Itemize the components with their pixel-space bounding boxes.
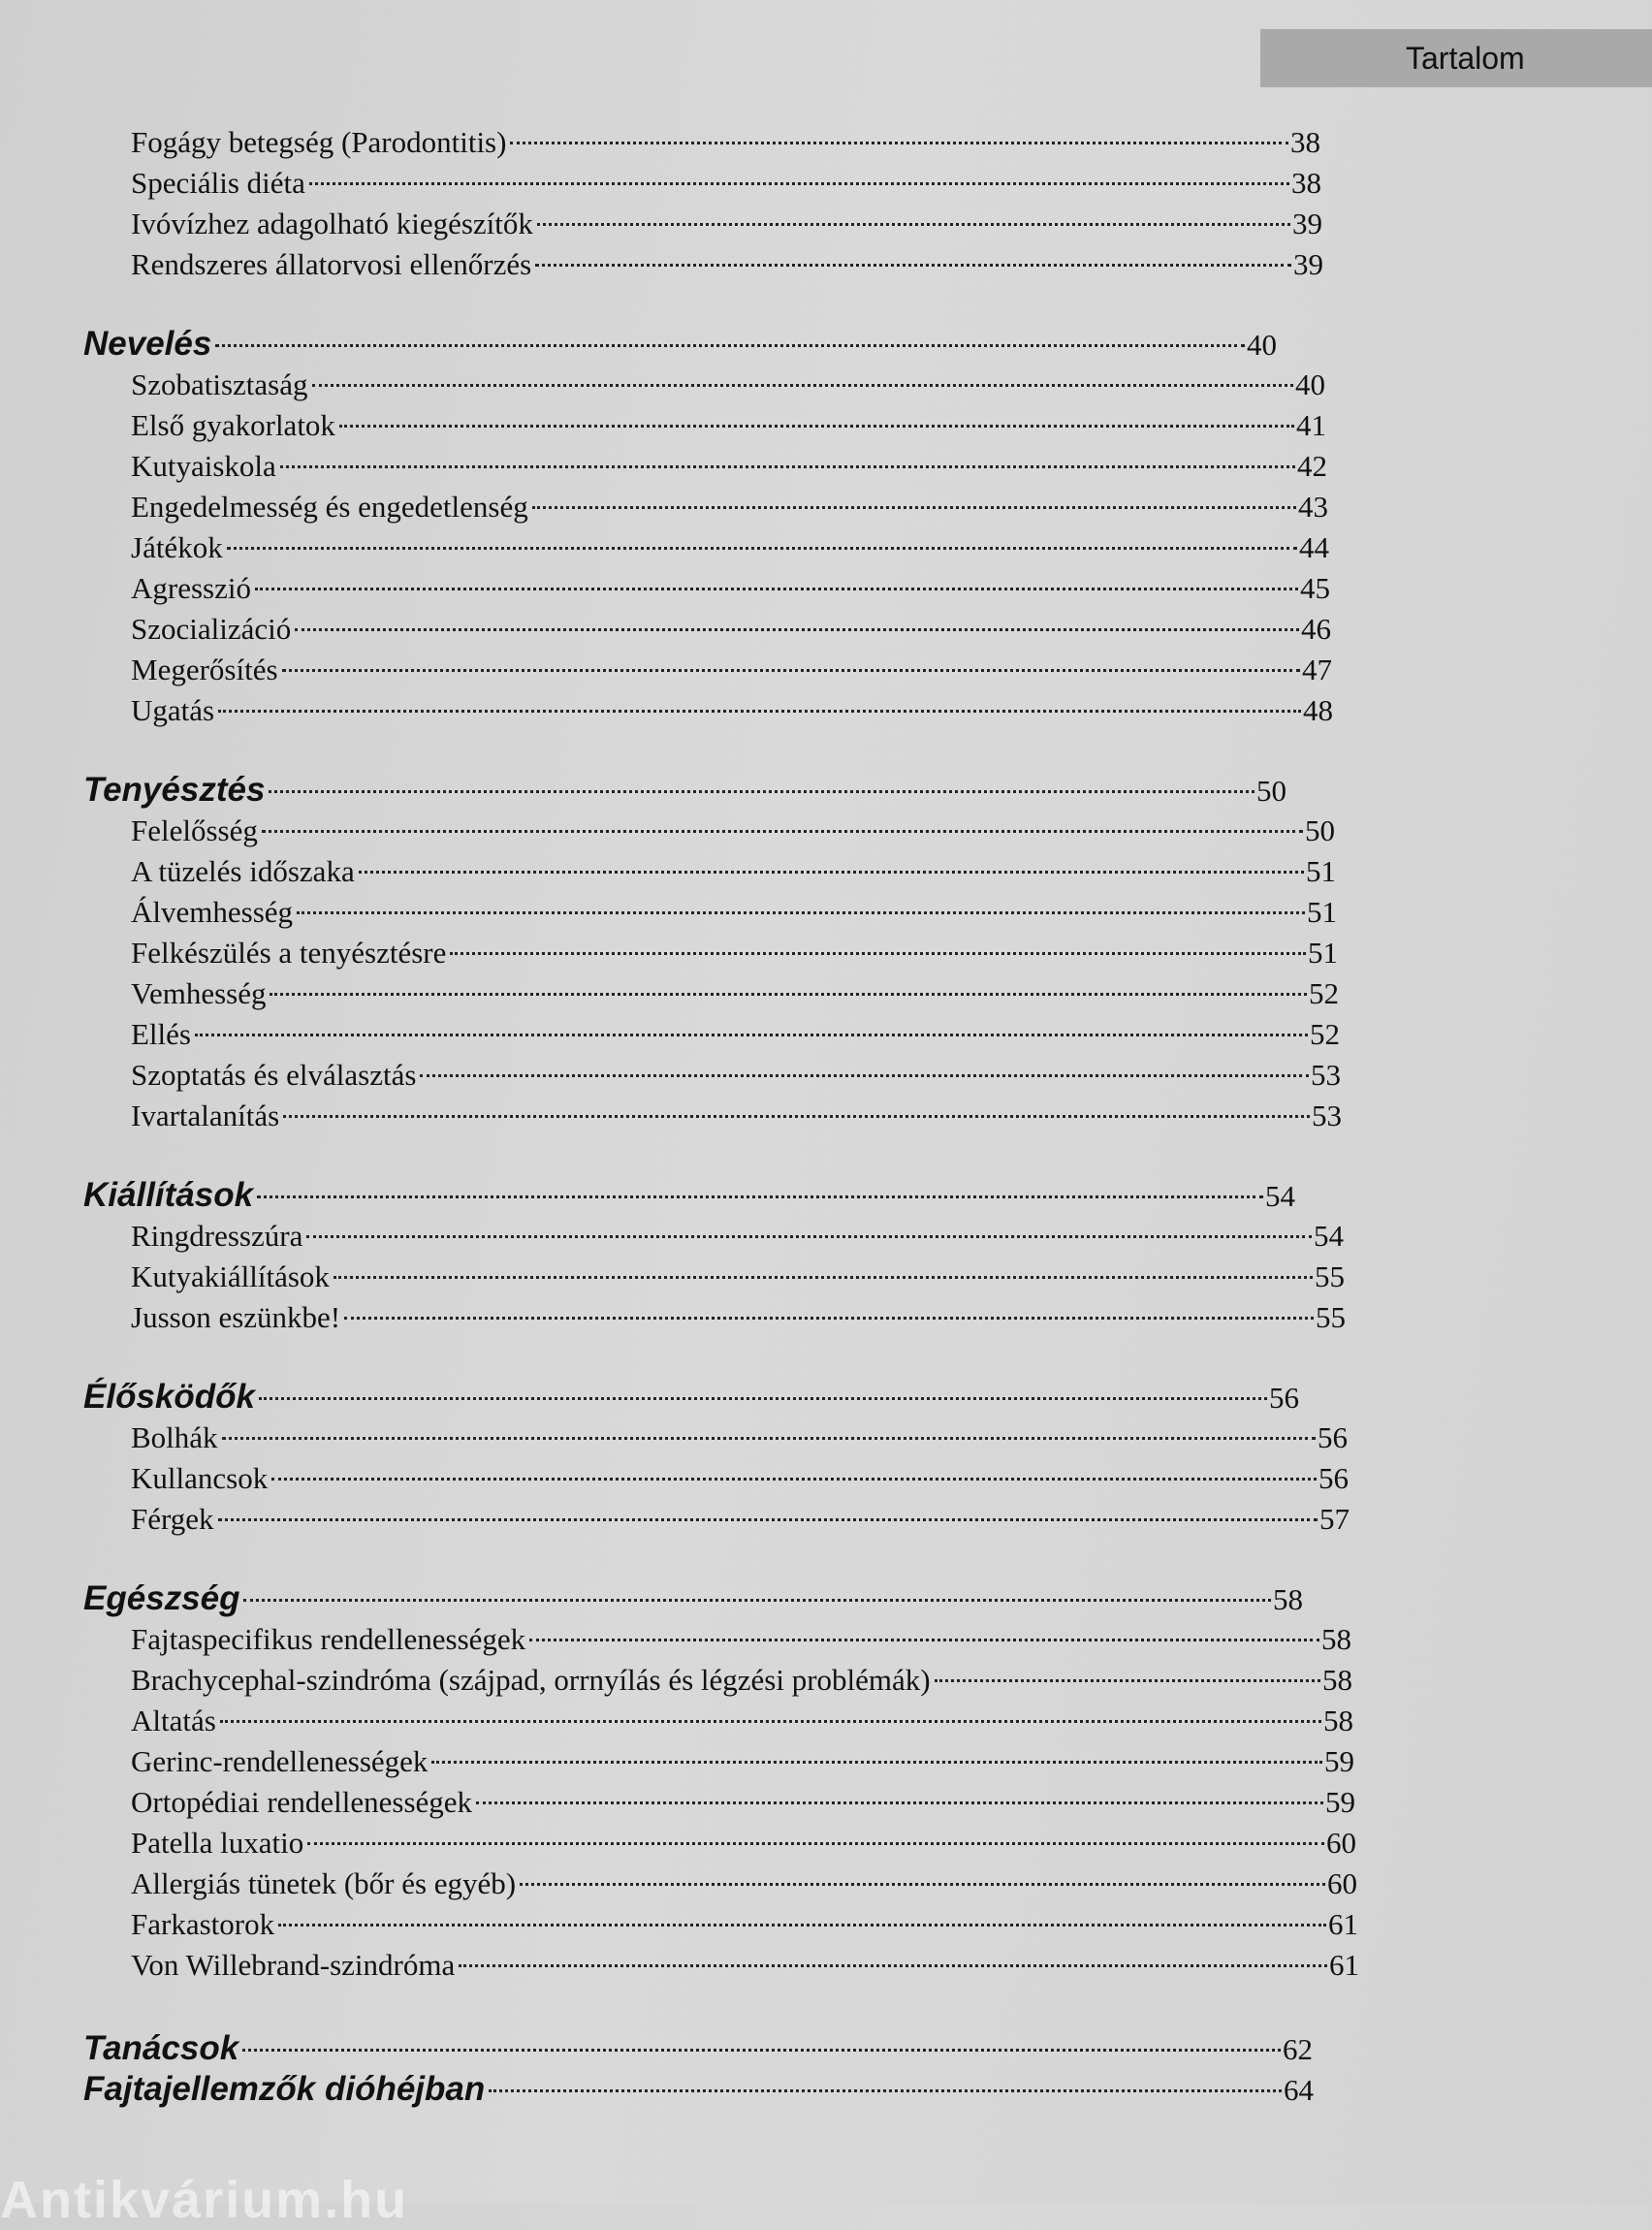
page-number: 38 — [1291, 166, 1321, 200]
toc-entry[interactable]: Szocializáció 46 — [0, 609, 1348, 650]
page-number: 51 — [1307, 895, 1337, 929]
leader-dots — [420, 1074, 1309, 1077]
page-number: 54 — [1265, 1179, 1295, 1213]
leader-dots — [297, 911, 1305, 914]
toc-entry[interactable]: Altatás 58 — [0, 1701, 1370, 1741]
toc-entry[interactable]: Ivartalanítás 53 — [0, 1096, 1358, 1136]
toc-entry[interactable]: Fajtaspecifikus rendellenességek 58 — [0, 1619, 1368, 1660]
toc-entry[interactable]: Bolhák 56 — [0, 1418, 1364, 1458]
page-number: 58 — [1323, 1704, 1353, 1737]
toc-entry[interactable]: Gerinc-rendellenességek 59 — [0, 1741, 1371, 1782]
toc-chapter-heading[interactable]: Élősködők 56 — [0, 1377, 1316, 1418]
toc-entry[interactable]: Ringdresszúra 54 — [0, 1216, 1360, 1257]
toc-entry[interactable]: Farkastorok 61 — [0, 1904, 1375, 1945]
leader-dots — [220, 1720, 1321, 1723]
toc-entry[interactable]: Felelősség 50 — [0, 811, 1351, 851]
toc-entry[interactable]: Jusson eszünkbe! 55 — [0, 1297, 1362, 1338]
page-number: 59 — [1325, 1785, 1355, 1819]
page-number: 60 — [1326, 1826, 1356, 1860]
page-number: 50 — [1256, 774, 1287, 808]
page-number: 51 — [1306, 854, 1336, 888]
chapter-header-title: Tartalom — [1406, 41, 1525, 76]
leader-dots — [222, 1437, 1316, 1440]
toc-entry[interactable]: Kutyakiállítások 55 — [0, 1257, 1361, 1297]
page-number: 46 — [1301, 612, 1331, 646]
toc-entry[interactable]: Ortopédiai rendellenességek 59 — [0, 1782, 1372, 1823]
toc-chapter-heading[interactable]: Egészség 58 — [0, 1578, 1319, 1619]
chapter-header-tab — [1260, 29, 1652, 87]
leader-dots — [312, 384, 1293, 387]
watermark-text: Antikvárium.hu — [0, 2171, 409, 2229]
leader-dots — [259, 1397, 1267, 1400]
page-number: 38 — [1290, 125, 1320, 159]
toc-entry[interactable]: Ellés 52 — [0, 1014, 1356, 1055]
leader-dots — [255, 588, 1298, 590]
leader-dots — [227, 547, 1297, 550]
page-number: 41 — [1296, 408, 1326, 442]
toc-entry[interactable]: Első gyakorlatok 41 — [0, 405, 1343, 446]
page-number: 45 — [1300, 571, 1330, 605]
leader-dots — [431, 1761, 1322, 1764]
leader-dots — [262, 830, 1303, 833]
toc-section-egeszseg — [0, 1578, 1652, 1986]
page-number: 44 — [1299, 530, 1329, 564]
toc-entry[interactable]: Felkészülés a tenyésztésre 51 — [0, 933, 1354, 973]
toc-entry[interactable]: Vemhesség 52 — [0, 973, 1355, 1014]
toc-entry[interactable]: Rendszeres állatorvosi ellenőrzés 39 — [0, 244, 1340, 285]
page-number: 56 — [1269, 1381, 1299, 1415]
leader-dots — [283, 1115, 1310, 1118]
leader-dots — [339, 425, 1294, 428]
toc-section-neveles — [0, 324, 1652, 731]
leader-dots — [935, 1679, 1320, 1682]
toc-entry[interactable]: Megerősítés 47 — [0, 650, 1349, 690]
leader-dots — [218, 1518, 1318, 1521]
leader-dots — [269, 790, 1255, 793]
leader-dots — [282, 669, 1300, 672]
page-number: 59 — [1324, 1744, 1354, 1778]
page-number: 53 — [1312, 1099, 1342, 1132]
toc-section-tanacsok — [0, 2028, 1652, 2069]
page-number: 40 — [1247, 328, 1277, 362]
page-number: 57 — [1319, 1502, 1350, 1536]
leader-dots — [307, 1842, 1324, 1845]
toc-entry[interactable]: Szoptatás és elválasztás 53 — [0, 1055, 1357, 1096]
leader-dots — [489, 2089, 1282, 2092]
toc-entry[interactable]: Ugatás 48 — [0, 690, 1350, 731]
page-number: 56 — [1318, 1461, 1349, 1495]
leader-dots — [280, 465, 1295, 468]
toc-section-fajtajellemzok — [0, 2069, 1652, 2110]
leader-dots — [459, 1964, 1327, 1967]
leader-dots — [306, 1235, 1312, 1238]
leader-dots — [309, 182, 1289, 185]
leader-dots — [476, 1801, 1323, 1804]
page-number: 40 — [1295, 367, 1325, 401]
leader-dots — [344, 1317, 1314, 1320]
toc-entry[interactable]: Játékok 44 — [0, 527, 1346, 568]
page-number: 39 — [1292, 207, 1322, 240]
leader-dots — [334, 1276, 1313, 1279]
page-number: 54 — [1314, 1219, 1344, 1253]
page-number: 58 — [1322, 1663, 1352, 1697]
toc-section-continued — [0, 122, 1652, 285]
toc-chapter-heading[interactable]: Kiállítások 54 — [0, 1175, 1312, 1216]
toc-entry[interactable]: Szobatisztaság 40 — [0, 365, 1342, 405]
leader-dots — [450, 952, 1306, 955]
leader-dots — [295, 628, 1299, 631]
toc-entry[interactable]: Agresszió 45 — [0, 568, 1347, 609]
page-number: 50 — [1305, 813, 1335, 847]
leader-dots — [520, 1883, 1325, 1886]
toc-entry[interactable]: Ivóvízhez adagolható kiegészítők 39 — [0, 204, 1339, 244]
toc-entry[interactable]: Engedelmesség és engedetlenség 43 — [0, 487, 1345, 527]
leader-dots — [271, 1478, 1317, 1481]
leader-dots — [510, 142, 1288, 144]
page-number: 47 — [1302, 653, 1332, 686]
page-number: 52 — [1310, 1017, 1340, 1051]
page-number: 42 — [1297, 449, 1327, 483]
page-number: 43 — [1298, 490, 1328, 524]
page-number: 58 — [1273, 1582, 1303, 1616]
toc-section-kiallitasok — [0, 1175, 1652, 1338]
leader-dots — [532, 506, 1296, 509]
leader-dots — [270, 993, 1307, 996]
toc-section-tenyesztes — [0, 770, 1652, 1136]
toc-entry[interactable]: Allergiás tünetek (bőr és egyéb) 60 — [0, 1864, 1374, 1904]
page-number: 64 — [1284, 2073, 1314, 2107]
leader-dots — [257, 1195, 1263, 1198]
table-of-contents — [0, 122, 1652, 2110]
page-number: 61 — [1328, 1907, 1358, 1941]
toc-entry[interactable]: Férgek 57 — [0, 1499, 1366, 1540]
leader-dots — [215, 344, 1245, 347]
page-number: 55 — [1315, 1259, 1345, 1293]
leader-dots — [195, 1034, 1308, 1036]
toc-entry[interactable]: Fogágy betegség (Parodontitis) 38 — [0, 122, 1337, 163]
leader-dots — [278, 1924, 1326, 1927]
toc-entry[interactable]: Patella luxatio 60 — [0, 1823, 1373, 1864]
toc-entry[interactable]: Speciális diéta 38 — [0, 163, 1338, 204]
page-number: 58 — [1321, 1622, 1351, 1656]
leader-dots — [529, 1639, 1319, 1641]
toc-entry[interactable]: Kutyaiskola 42 — [0, 446, 1344, 487]
toc-section-elosködok — [0, 1377, 1652, 1540]
leader-dots — [359, 871, 1304, 874]
leader-dots — [537, 223, 1290, 226]
toc-chapter-heading[interactable]: Tenyésztés 50 — [0, 770, 1303, 811]
toc-chapter-heading[interactable]: Nevelés 40 — [0, 324, 1293, 365]
page-number: 55 — [1316, 1300, 1346, 1334]
page-number: 52 — [1309, 976, 1339, 1010]
page-number: 51 — [1308, 936, 1338, 970]
page-number: 56 — [1318, 1420, 1348, 1454]
leader-dots — [535, 264, 1291, 267]
toc-entry[interactable]: Von Willebrand-szindróma 61 — [0, 1945, 1376, 1986]
toc-entry[interactable]: Álvemhesség 51 — [0, 892, 1353, 933]
page-number: 62 — [1283, 2032, 1313, 2066]
page-number: 48 — [1303, 693, 1333, 727]
page-number: 60 — [1327, 1866, 1357, 1900]
toc-entry[interactable]: A tüzelés időszaka 51 — [0, 851, 1352, 892]
leader-dots — [242, 2049, 1281, 2052]
leader-dots — [243, 1599, 1271, 1602]
page-number: 61 — [1329, 1948, 1359, 1982]
page-number: 53 — [1311, 1058, 1341, 1092]
leader-dots — [218, 710, 1301, 713]
page-number: 39 — [1293, 247, 1323, 281]
toc-chapter-heading[interactable]: Fajtajellemzők dióhéjban 64 — [0, 2069, 1330, 2110]
toc-entry[interactable]: Kullancsok 56 — [0, 1458, 1365, 1499]
toc-entry[interactable]: Brachycephal-szindróma (szájpad, orrnyílás és légzési problémák) 58 — [0, 1660, 1369, 1701]
toc-chapter-heading[interactable]: Tanácsok 62 — [0, 2028, 1329, 2069]
